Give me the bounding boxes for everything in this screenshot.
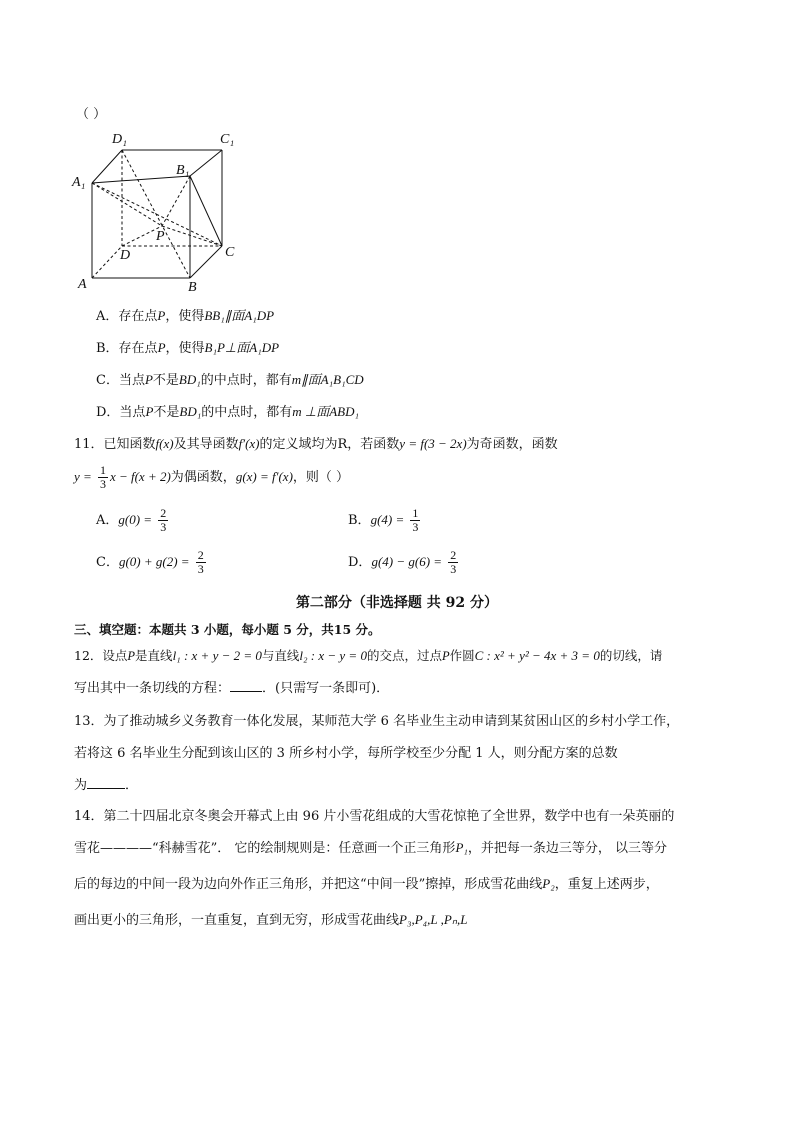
label-a: A bbox=[78, 277, 87, 292]
edge-b1c1 bbox=[190, 150, 222, 176]
q10-option-c: C．当点P不是BD₁的中点时，都有m∥面A₁B₁CD bbox=[96, 372, 364, 388]
hidden-b1p bbox=[162, 176, 190, 226]
q11-option-d: D．g(4) − g(6) = $\frac{2}{3}$ bbox=[348, 548, 457, 576]
q14-line1: 14．第二十四届北京冬奥会开幕式上由 96 片小雪花组成的大雪花惊艳了全世界，数学中也有一朵英丽的 bbox=[74, 809, 675, 824]
q13-line2: 若将这 6 名毕业生分配到该山区的 3 所乡村小学，每所学校至少分配 1 人，则分配方案的总数 bbox=[74, 746, 618, 761]
label-d: D bbox=[120, 248, 131, 263]
section-heading: 三、填空题：本题共 3 小题，每小题 5 分，共15 分。 bbox=[74, 622, 381, 637]
q14-line4: 画出更小的三角形，一直重复，直到无穷，形成雪花曲线P₃,P₄,L ,Pₙ,L bbox=[74, 912, 468, 928]
edge-b1c bbox=[190, 176, 222, 246]
part-heading: 第二部分（非选择题 共 92 分） bbox=[295, 595, 499, 611]
q10-option-d: D．当点P不是BD₁的中点时，都有m ⊥面ABD₁ bbox=[96, 404, 360, 420]
q11-option-c: C．g(0) + g(2) = $\frac{2}{3}$ bbox=[96, 548, 204, 576]
q10-option-b: B．存在点P，使得B₁P⊥面A₁DP bbox=[96, 340, 280, 356]
q10-option-a: A．存在点P，使得BB₁∥面A₁DP bbox=[96, 308, 275, 324]
label-b: B bbox=[188, 280, 197, 293]
fraction: $\frac{1}{3}$ bbox=[99, 463, 106, 491]
label-c1: C₁ bbox=[220, 132, 235, 147]
label-c: C bbox=[225, 245, 235, 260]
hidden-ad bbox=[92, 246, 122, 278]
q14-line3: 后的每边的中间一段为边向外作正三角形，并把这“中间一段”擦掉，形成雪花曲线P₂，重复上述两步， bbox=[74, 876, 659, 892]
q12-line2: 写出其中一条切线的方程： ．(只需写一条即可)． bbox=[74, 681, 390, 696]
label-d1: D₁ bbox=[112, 132, 127, 147]
q11-line2: y = $\frac{1}{3}$ x − f(x + 2)为偶函数，g(x) = f′(x)，则（ ） bbox=[74, 463, 350, 491]
answer-blank bbox=[230, 679, 262, 692]
edge-bc bbox=[190, 246, 222, 278]
cube-figure bbox=[70, 128, 250, 293]
answer-blank bbox=[87, 776, 125, 789]
q11-option-a: A．g(0) = $\frac{2}{3}$ bbox=[96, 506, 167, 534]
q13-line1: 13．为了推动城乡义务教育一体化发展，某师范大学 6 名毕业生主动申请到某贫困山区的乡村小学工作， bbox=[74, 714, 680, 729]
q14-line2: 雪花————“科赫雪花”． 它的绘制规则是：任意画一个正三角形P₁，并把每一条边三等分， 以三等分 bbox=[74, 840, 668, 856]
q11-line1: 11．已知函数f(x)及其导函数f′(x)的定义域均为R，若函数y = f(3 − 2x)为奇函数，函数 bbox=[74, 436, 558, 452]
label-p: P bbox=[156, 229, 165, 244]
q12-line1: 12．设点P是直线l₁ : x + y − 2 = 0与直线l₂ : x − y = 0的交点，过点P作圆C : x² + y² − 4x + 3 = 0的切线，请 bbox=[74, 648, 663, 663]
label-a1: A₁ bbox=[72, 175, 86, 190]
answer-paren: （ ） bbox=[76, 107, 107, 122]
edge-a1d1 bbox=[92, 150, 122, 183]
q11-option-b: B．g(4) = $\frac{1}{3}$ bbox=[348, 506, 419, 534]
label-b1: B₁ bbox=[176, 163, 190, 178]
q13-line3: 为 ． bbox=[74, 778, 139, 793]
